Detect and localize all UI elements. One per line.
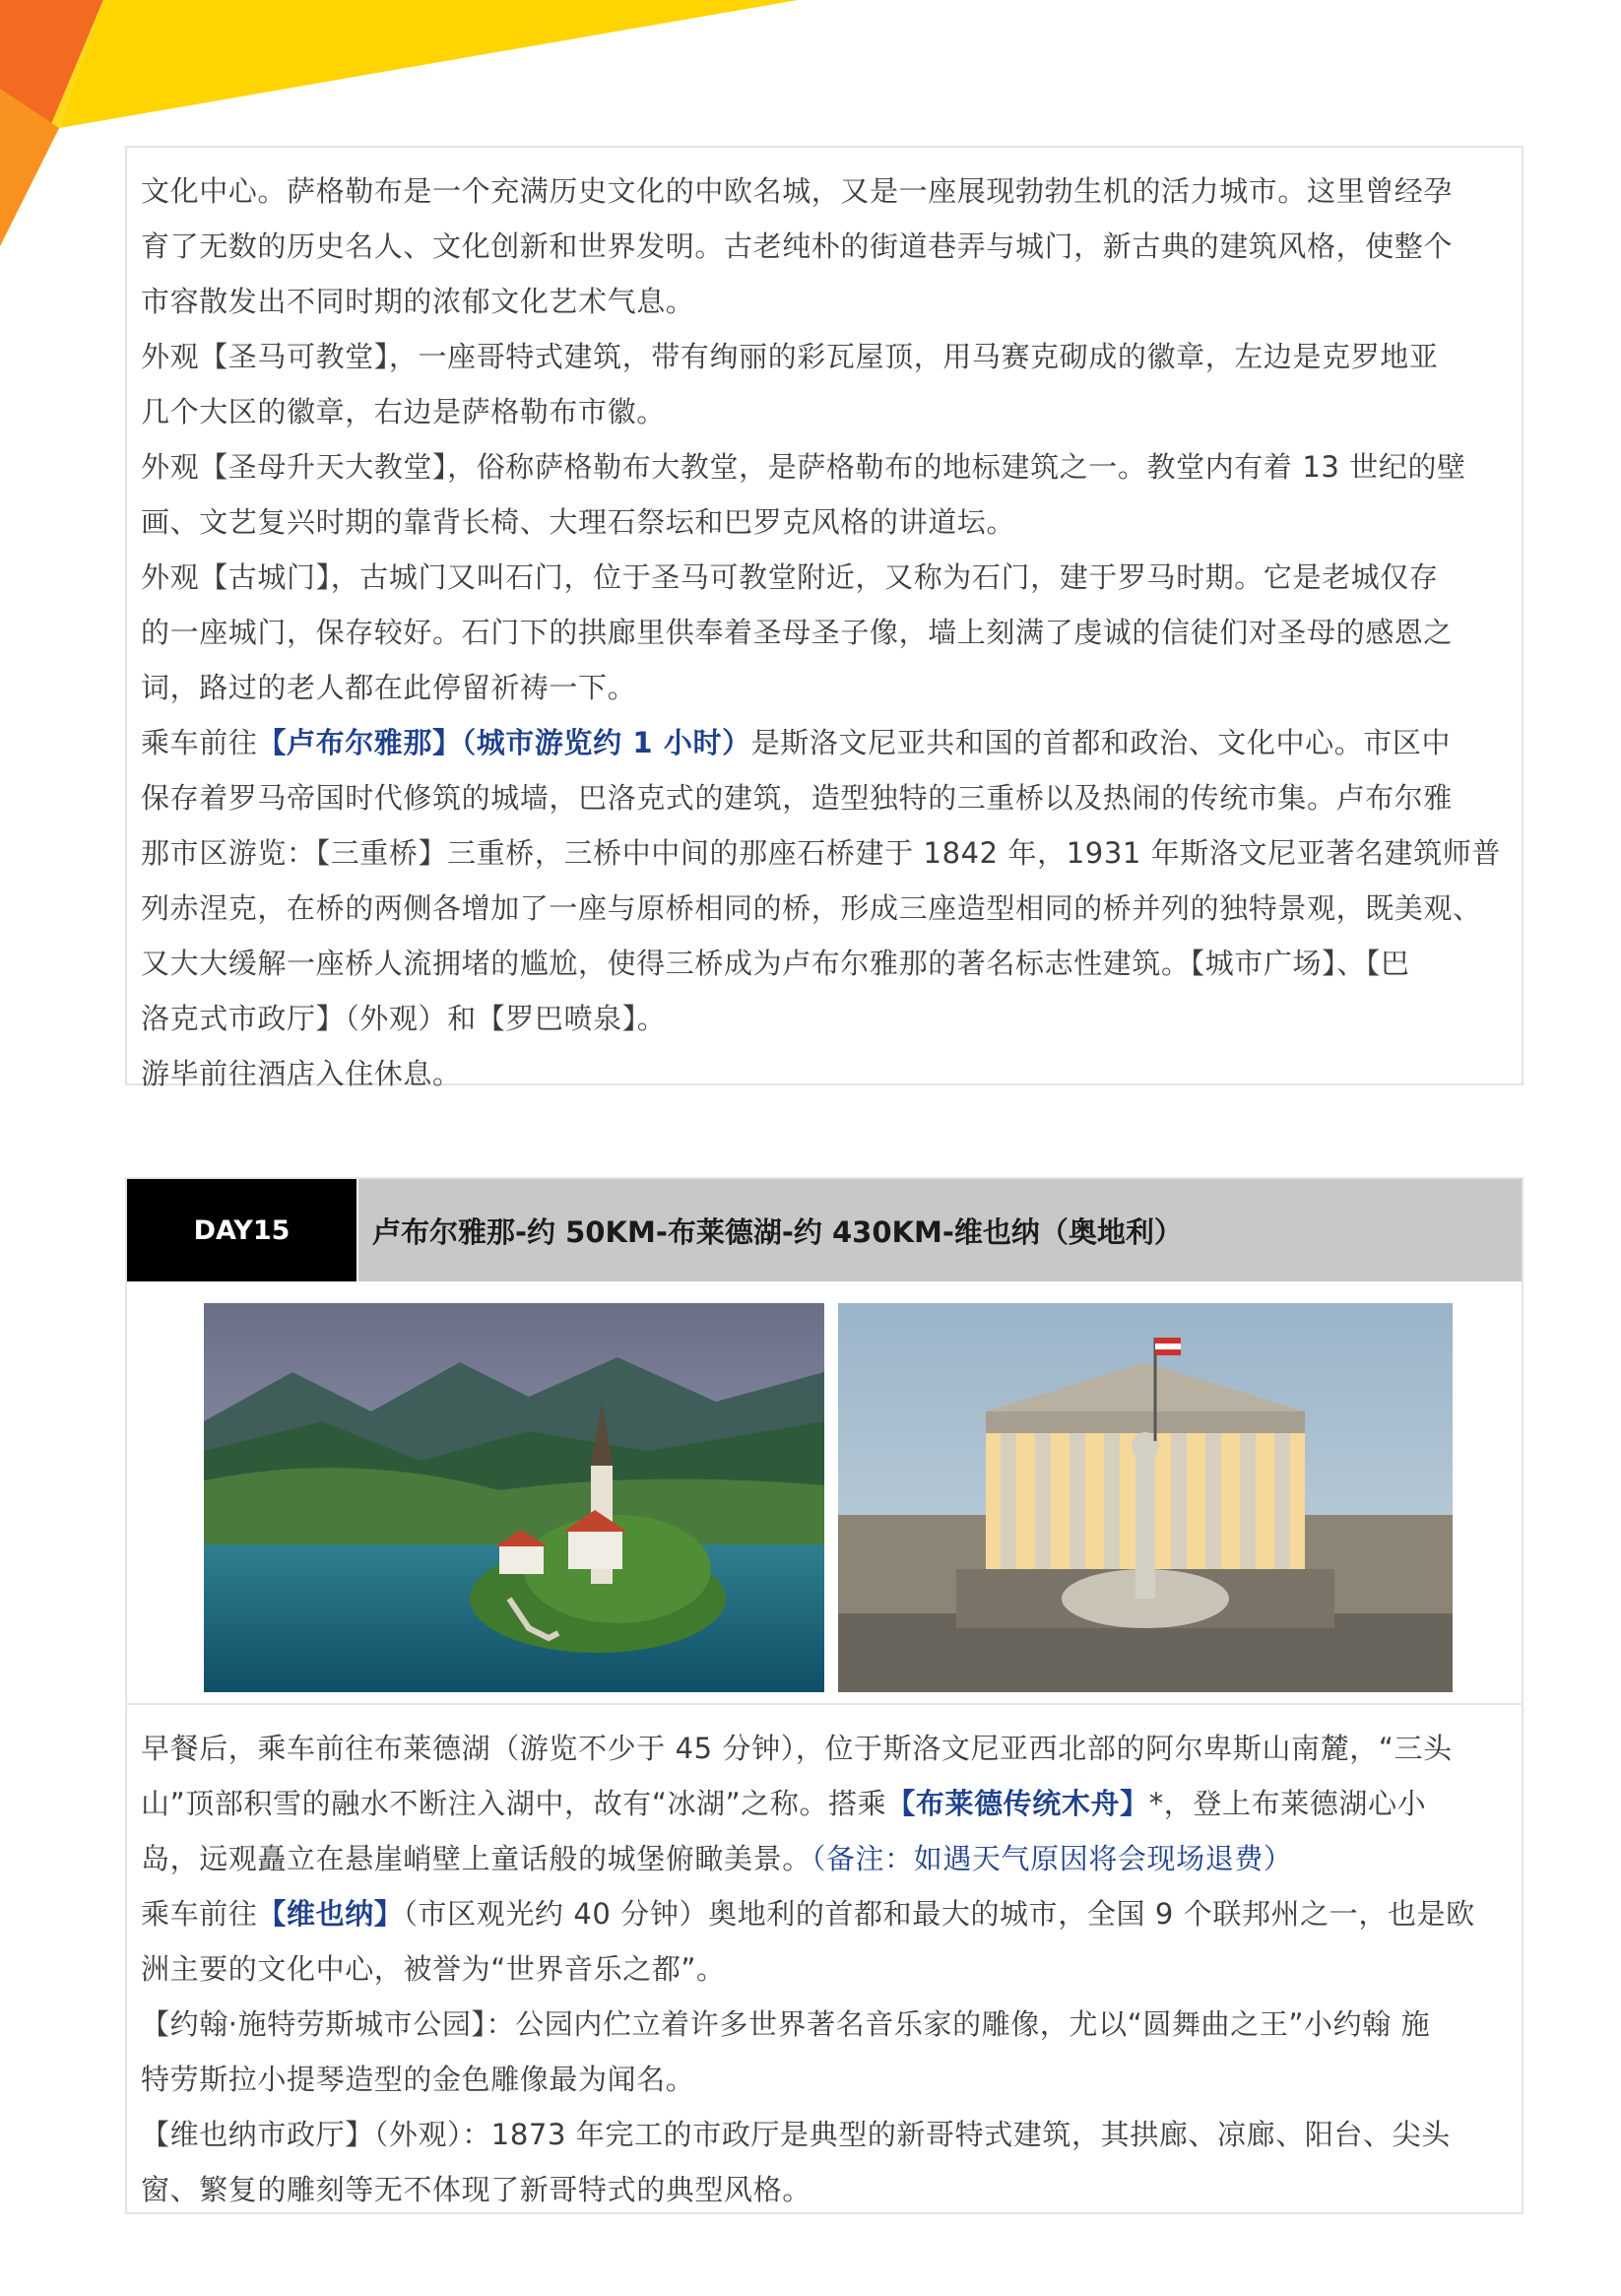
- day-header: [127, 1179, 1522, 1281]
- text-line: 特劳斯拉小提琴造型的金色雕像最为闻名。: [141, 2063, 695, 2096]
- text-line: 洛克式市政厅】（外观）和【罗巴喷泉】。: [141, 1002, 667, 1035]
- text: 是斯洛文尼亚共和国的首都和政治、文化中心。市区中: [750, 726, 1452, 759]
- text-line: 几个大区的徽章，右边是萨格勒布市徽。: [141, 395, 666, 428]
- text-line: 【约翰·施特劳斯城市公园】：公园内伫立着许多世界著名音乐家的雕像，尤以“圆舞曲之王”小约翰 施: [141, 2007, 1431, 2041]
- text-line: 的一座城门，保存较好。石门下的拱廊里供奉着圣母圣子像，墙上刻满了虔诚的信徒们对圣母的感恩之: [141, 616, 1454, 649]
- text: 山”顶部积雪的融水不断注入湖中，故有“冰湖”之称。搭乘: [141, 1787, 887, 1820]
- text: 乘车前往: [141, 726, 258, 759]
- parliament-photo: [838, 1303, 1453, 1692]
- day15-box: [125, 1177, 1524, 2214]
- ljubljana-line: [141, 715, 1508, 770]
- boat-highlight: 【布莱德传统木舟】: [886, 1787, 1149, 1820]
- text-line: 游毕前往酒店入住休息。: [141, 1057, 462, 1090]
- weather-note: （备注：如遇天气原因将会现场退费）: [810, 1842, 1293, 1875]
- text: *，登上布莱德湖心小: [1148, 1787, 1427, 1820]
- text-line: 外观【圣母升天大教堂】，俗称萨格勒布大教堂，是萨格勒布的地标建筑之一。教堂内有着 13 世纪的壁: [141, 450, 1466, 484]
- text-line: 窗、繁复的雕刻等无不体现了新哥特式的典型风格。: [141, 2173, 811, 2206]
- vienna-highlight: 【维也纳】: [257, 1897, 404, 1931]
- text-line: 洲主要的文化中心，被誉为“世界音乐之都”。: [141, 1952, 726, 1986]
- text: 乘车前往: [141, 1897, 258, 1931]
- text-line: 又大大缓解一座桥人流拥堵的尴尬，使得三桥成为卢布尔雅那的著名标志性建筑。【城市广场】、【巴: [141, 947, 1410, 980]
- text-line: 外观【古城门】，古城门又叫石门，位于圣马可教堂附近，又称为石门，建于罗马时期。它是老城仅存: [141, 560, 1439, 594]
- text-line: 市容散发出不同时期的浓郁文化艺术气息。: [141, 285, 695, 318]
- note-line: [141, 1831, 1508, 1886]
- text-line: 育了无数的历史名人、文化创新和世界发明。古老纯朴的街道巷弄与城门，新古典的建筑风格，使整个: [141, 230, 1454, 263]
- ljubljana-highlight: 【卢布尔雅那】（城市游览约 1 小时）: [257, 726, 751, 759]
- day15-description: [127, 1705, 1522, 2217]
- itinerary-continued-box: [125, 146, 1524, 1090]
- lake-bled-photo: [204, 1303, 824, 1692]
- day-title: 卢布尔雅那-约 50KM-布莱德湖-约 430KM-维也纳（奥地利）: [358, 1179, 1522, 1281]
- text-line: 列赤涅克，在桥的两侧各增加了一座与原桥相同的桥，形成三座造型相同的桥并列的独特景观，既美观、: [141, 891, 1482, 925]
- text-line: 外观【圣马可教堂】，一座哥特式建筑，带有绚丽的彩瓦屋顶，用马赛克砌成的徽章，左边是克罗地亚: [141, 340, 1439, 373]
- text-line: 词，路过的老人都在此停留祈祷一下。: [141, 671, 637, 704]
- text: 岛，远观矗立在悬崖峭壁上童话般的城堡俯瞰美景。: [141, 1842, 811, 1875]
- text-line: 保存着罗马帝国时代修筑的城墙，巴洛克式的建筑，造型独特的三重桥以及热闹的传统市集。卢布尔雅: [141, 781, 1454, 815]
- photo-row: [127, 1281, 1522, 1703]
- day-label: DAY15: [127, 1179, 357, 1281]
- bled-boat-line: [141, 1776, 1508, 1831]
- vienna-line: [141, 1886, 1508, 1941]
- text-line: 那市区游览：【三重桥】三重桥，三桥中中间的那座石桥建于 1842 年，1931 年斯洛文尼亚著名建筑师普: [141, 836, 1501, 870]
- text-line: 画、文艺复兴时期的靠背长椅、大理石祭坛和巴罗克风格的讲道坛。: [141, 505, 1016, 539]
- text-line: 【维也纳市政厅】（外观）：1873 年完工的市政厅是典型的新哥特式建筑，其拱廊、凉廊、阳台、尖头: [141, 2118, 1451, 2151]
- text: （市区观光约 40 分钟）奥地利的首都和最大的城市，全国 9 个联邦州之一，也是欧: [403, 1897, 1475, 1931]
- text-line: 早餐后，乘车前往布莱德湖（游览不少于 45 分钟），位于斯洛文尼亚西北部的阿尔卑斯山南麓，“三头: [141, 1732, 1453, 1765]
- text-line: 文化中心。萨格勒布是一个充满历史文化的中欧名城，又是一座展现勃勃生机的活力城市。这里曾经孕: [141, 174, 1454, 208]
